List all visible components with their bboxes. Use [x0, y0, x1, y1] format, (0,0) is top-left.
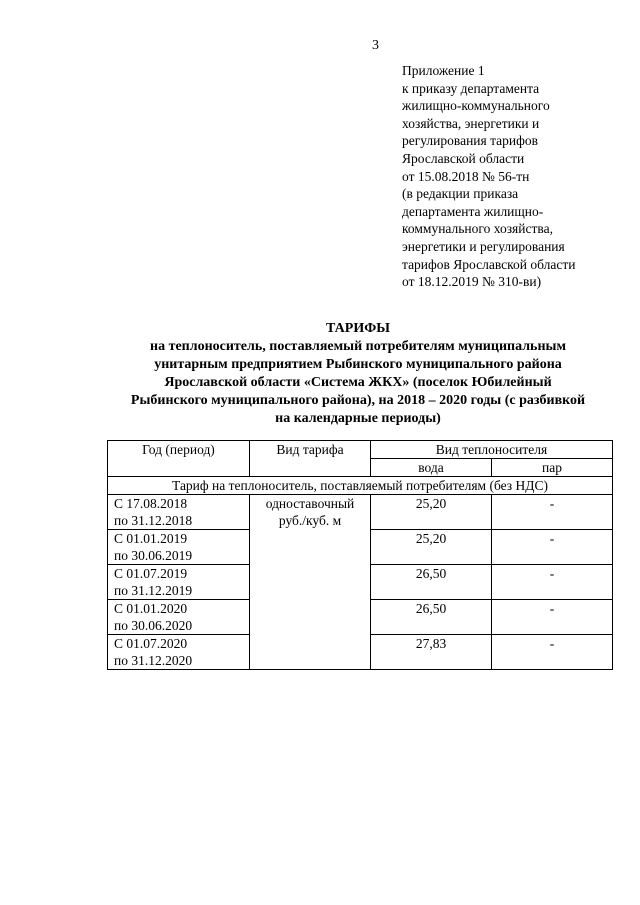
- period-cell: [108, 635, 250, 670]
- table-header-row: [108, 441, 613, 459]
- period-to: по 31.12.2020: [114, 653, 193, 668]
- period-to: по 30.06.2019: [114, 548, 193, 563]
- header-year: Год (период): [108, 441, 250, 477]
- appendix-line: Ярославской области: [402, 150, 525, 166]
- period-to: по 30.06.2020: [114, 618, 193, 633]
- steam-value: -: [492, 495, 613, 530]
- period-from: С 01.01.2020: [114, 601, 188, 616]
- title-heading: ТАРИФЫ: [326, 321, 390, 336]
- page-number: 3: [372, 38, 379, 53]
- appendix-line: энергетики и регулирования: [402, 238, 565, 254]
- tariff-type-line: одноставочный: [265, 496, 355, 511]
- section-label: Тариф на теплоноситель, поставляемый потребителям (без НДС): [108, 477, 613, 495]
- appendix-line: (в редакции приказа: [402, 186, 519, 202]
- header-tariff-type: Вид тарифа: [250, 441, 371, 477]
- appendix-line: хозяйства, энергетики и: [402, 115, 540, 131]
- appendix-line: регулирования тарифов: [402, 133, 539, 149]
- section-row: [108, 477, 613, 495]
- header-steam: пар: [492, 459, 613, 477]
- water-value: 27,83: [371, 635, 492, 670]
- appendix-line: департамента жилищно-: [402, 203, 544, 219]
- period-from: С 17.08.2018: [114, 496, 188, 511]
- steam-value: -: [492, 530, 613, 565]
- title-line: на календарные периоды): [275, 411, 441, 426]
- document-title: [100, 320, 616, 428]
- appendix-line: коммунального хозяйства,: [402, 221, 553, 237]
- appendix-line: Приложение 1: [402, 63, 485, 78]
- steam-value: -: [492, 635, 613, 670]
- table-row: [108, 495, 613, 530]
- title-line: Рыбинского муниципального района), на 2018 – 2020 годы (с разбивкой: [130, 393, 586, 408]
- water-value: 25,20: [371, 495, 492, 530]
- tariff-type-unit: руб./куб. м: [278, 513, 342, 528]
- appendix-note: [402, 62, 632, 291]
- period-cell: [108, 495, 250, 530]
- appendix-line: от 15.08.2018 № 56-тн: [402, 168, 530, 184]
- period-from: С 01.01.2019: [114, 531, 188, 546]
- title-line: унитарным предприятием Рыбинского муниципального района: [154, 357, 562, 372]
- period-cell: [108, 530, 250, 565]
- period-cell: [108, 600, 250, 635]
- period-to: по 31.12.2019: [114, 583, 193, 598]
- period-from: С 01.07.2019: [114, 566, 188, 581]
- tariff-table: [107, 440, 613, 670]
- water-value: 25,20: [371, 530, 492, 565]
- period-cell: [108, 565, 250, 600]
- appendix-line: к приказу департамента: [402, 80, 540, 96]
- appendix-line: жилищно-коммунального: [402, 98, 550, 114]
- appendix-line: от 18.12.2019 № 310-ви): [402, 274, 542, 290]
- tariff-type-cell: [250, 495, 371, 670]
- header-carrier: Вид теплоносителя: [371, 441, 613, 459]
- water-value: 26,50: [371, 565, 492, 600]
- water-value: 26,50: [371, 600, 492, 635]
- period-to: по 31.12.2018: [114, 513, 193, 528]
- steam-value: -: [492, 600, 613, 635]
- period-from: С 01.07.2020: [114, 636, 188, 651]
- appendix-line: тарифов Ярославской области: [402, 256, 576, 272]
- title-line: на теплоноситель, поставляемый потребителям муниципальным: [150, 339, 566, 354]
- header-water: вода: [371, 459, 492, 477]
- steam-value: -: [492, 565, 613, 600]
- title-line: Ярославской области «Система ЖКХ» (поселок Юбилейный: [164, 375, 552, 390]
